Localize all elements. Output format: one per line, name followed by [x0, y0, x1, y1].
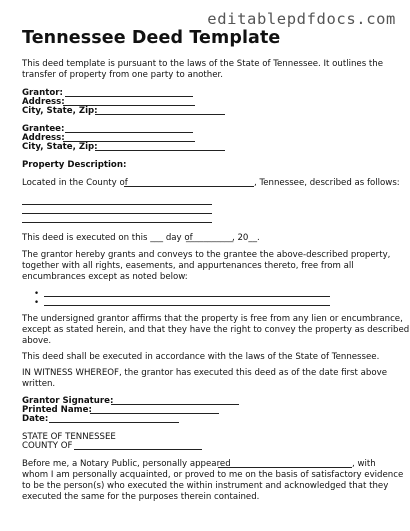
description-line-2[interactable]: [22, 213, 212, 214]
notary-line-3: executed the same for the purposes therein contained.: [22, 492, 260, 502]
bullet-icon: •: [34, 289, 40, 299]
county-prefix: Located in the County of: [22, 178, 128, 188]
grantee-name-field[interactable]: [65, 132, 193, 133]
description-line-1[interactable]: [22, 204, 212, 205]
notary-name-field[interactable]: [218, 467, 352, 468]
notary-suffix: , with: [352, 459, 376, 469]
description-line-3[interactable]: [22, 222, 212, 223]
page-title: Tennessee Deed Template: [22, 28, 281, 48]
printed-name-label: Printed Name:: [22, 405, 92, 415]
executed-month-field[interactable]: ___________: [186, 233, 234, 243]
bullet-icon: •: [34, 298, 40, 308]
watermark: editablepdfdocs.com: [207, 10, 396, 28]
grants-line-3: encumbrances except as noted below:: [22, 272, 188, 282]
affirm-line-1: The undersigned grantor affirms that the property is free from any lien or encumbrance,: [22, 314, 403, 324]
witness-line-2: written.: [22, 379, 56, 389]
witness-line-1: IN WITNESS WHEREOF, the grantor has executed this deed as of the date first above: [22, 368, 387, 378]
grantee-city-field[interactable]: [95, 150, 225, 151]
affirm-line-3: above.: [22, 336, 52, 346]
notary-prefix: Before me, a Notary Public, personally appeared: [22, 459, 231, 469]
county-of-label: COUNTY OF: [22, 441, 73, 451]
grantee-city-label: City, State, Zip:: [22, 142, 98, 152]
notary-line-1: whom I am personally acquainted, or proved to me on the basis of satisfactory evidence: [22, 470, 404, 480]
executed-prefix: This deed is executed on this ___ day of: [22, 233, 193, 243]
property-heading: Property Description:: [22, 160, 127, 170]
date-field[interactable]: [49, 422, 179, 423]
grantee-address-label: Address:: [22, 133, 65, 143]
printed-name-field[interactable]: [90, 413, 219, 414]
encumbrance-field-1[interactable]: [44, 296, 330, 297]
county-of-field[interactable]: [74, 449, 202, 450]
executed-suffix: , 20__.: [232, 233, 260, 243]
grantor-label: Grantor:: [22, 88, 63, 98]
grantor-city-label: City, State, Zip:: [22, 106, 98, 116]
signature-label: Grantor Signature:: [22, 396, 114, 406]
intro-line-1: This deed template is pursuant to the laws of the State of Tennessee. It outlines the: [22, 59, 384, 69]
grantor-city-field[interactable]: [95, 114, 225, 115]
notary-line-2: to be the person(s) who executed the within instrument and acknowledged that they: [22, 481, 389, 491]
county-suffix: , Tennessee, described as follows:: [254, 178, 400, 188]
affirm-line-2: except as stated herein, and that they have the right to convey the property as described: [22, 325, 410, 335]
state-label: STATE OF TENNESSEE: [22, 432, 116, 442]
law-statement: This deed shall be executed in accordance with the laws of the State of Tennessee.: [22, 352, 380, 362]
county-field[interactable]: [124, 186, 254, 187]
grants-line-2: together with all rights, easements, and appurtenances thereto, free from all: [22, 261, 354, 271]
intro-line-2: transfer of property from one party to another.: [22, 70, 224, 80]
grants-line-1: The grantor hereby grants and conveys to the grantee the above-described property,: [22, 250, 391, 260]
grantor-address-label: Address:: [22, 97, 65, 107]
grantor-name-field[interactable]: [65, 96, 193, 97]
grantee-label: Grantee:: [22, 124, 65, 134]
date-label: Date:: [22, 414, 49, 424]
signature-field[interactable]: [111, 404, 239, 405]
encumbrance-field-2[interactable]: [44, 305, 330, 306]
